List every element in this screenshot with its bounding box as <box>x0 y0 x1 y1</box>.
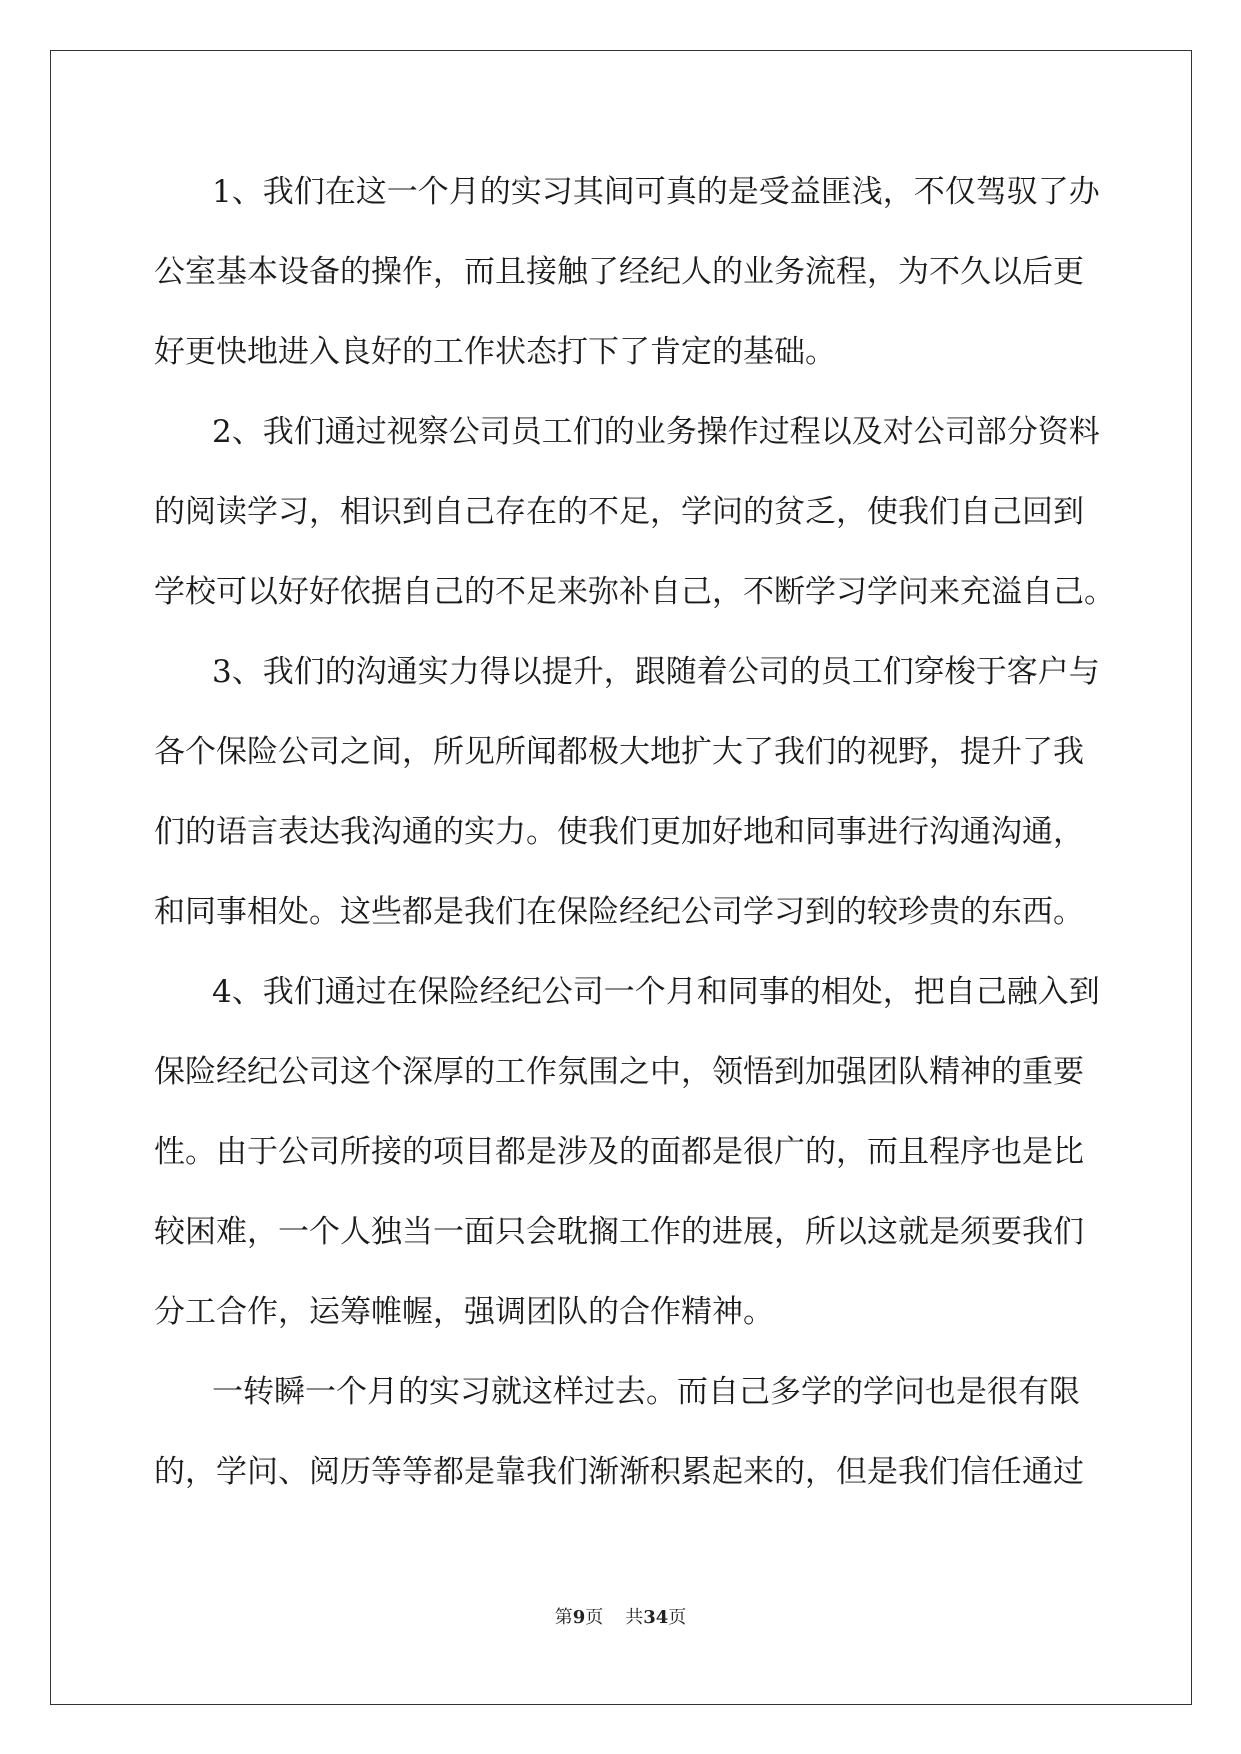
page-number: 9 <box>572 1607 586 1628</box>
total-pages: 34 <box>643 1607 669 1628</box>
total-suffix: 页 <box>668 1607 687 1628</box>
paragraph-3-line-2: 各个保险公司之间，所见所闻都极大地扩大了我们的视野，提升了我 <box>154 734 1084 770</box>
page-footer <box>0 1606 1241 1630</box>
page-prefix: 第 <box>554 1607 573 1628</box>
paragraph-4-line-4: 较困难，一个人独当一面只会耽搁工作的进展，所以这就是须要我们 <box>154 1214 1084 1250</box>
paragraph-3-line-1: 3、我们的沟通实力得以提升，跟随着公司的员工们穿梭于客户与 <box>212 654 1100 690</box>
paragraph-1-line-3: 好更快地进入良好的工作状态打下了肯定的基础。 <box>154 334 836 370</box>
paragraph-4-line-5: 分工合作，运筹帷幄，强调团队的合作精神。 <box>154 1294 774 1330</box>
paragraph-1-line-2: 公室基本设备的操作，而且接触了经纪人的业务流程，为不久以后更 <box>154 254 1084 290</box>
paragraph-4-line-2: 保险经纪公司这个深厚的工作氛围之中，领悟到加强团队精神的重要 <box>154 1054 1084 1090</box>
paragraph-2-line-1: 2、我们通过视察公司员工们的业务操作过程以及对公司部分资料 <box>212 414 1100 450</box>
paragraph-3-line-3: 们的语言表达我沟通的实力。使我们更加好地和同事进行沟通沟通， <box>154 814 1084 850</box>
paragraph-4-line-3: 性。由于公司所接的项目都是涉及的面都是很广的，而且程序也是比 <box>154 1134 1084 1170</box>
page-suffix: 页 <box>585 1607 604 1628</box>
paragraph-5-line-1: 一转瞬一个月的实习就这样过去。而自己多学的学问也是很有限 <box>212 1374 1080 1410</box>
paragraph-1-line-1: 1、我们在这一个月的实习其间可真的是受益匪浅，不仅驾驭了办 <box>212 174 1100 210</box>
paragraph-5-line-2: 的，学问、阅历等等都是靠我们渐渐积累起来的，但是我们信任通过 <box>154 1454 1084 1490</box>
total-prefix: 共 <box>625 1607 644 1628</box>
paragraph-4-line-1: 4、我们通过在保险经纪公司一个月和同事的相处，把自己融入到 <box>212 974 1100 1010</box>
paragraph-2-line-3: 学校可以好好依据自己的不足来弥补自己，不断学习学问来充溢自己。 <box>154 574 1115 610</box>
paragraph-2-line-2: 的阅读学习，相识到自己存在的不足，学问的贫乏，使我们自己回到 <box>154 494 1084 530</box>
paragraph-3-line-4: 和同事相处。这些都是我们在保险经纪公司学习到的较珍贵的东西。 <box>154 894 1084 930</box>
